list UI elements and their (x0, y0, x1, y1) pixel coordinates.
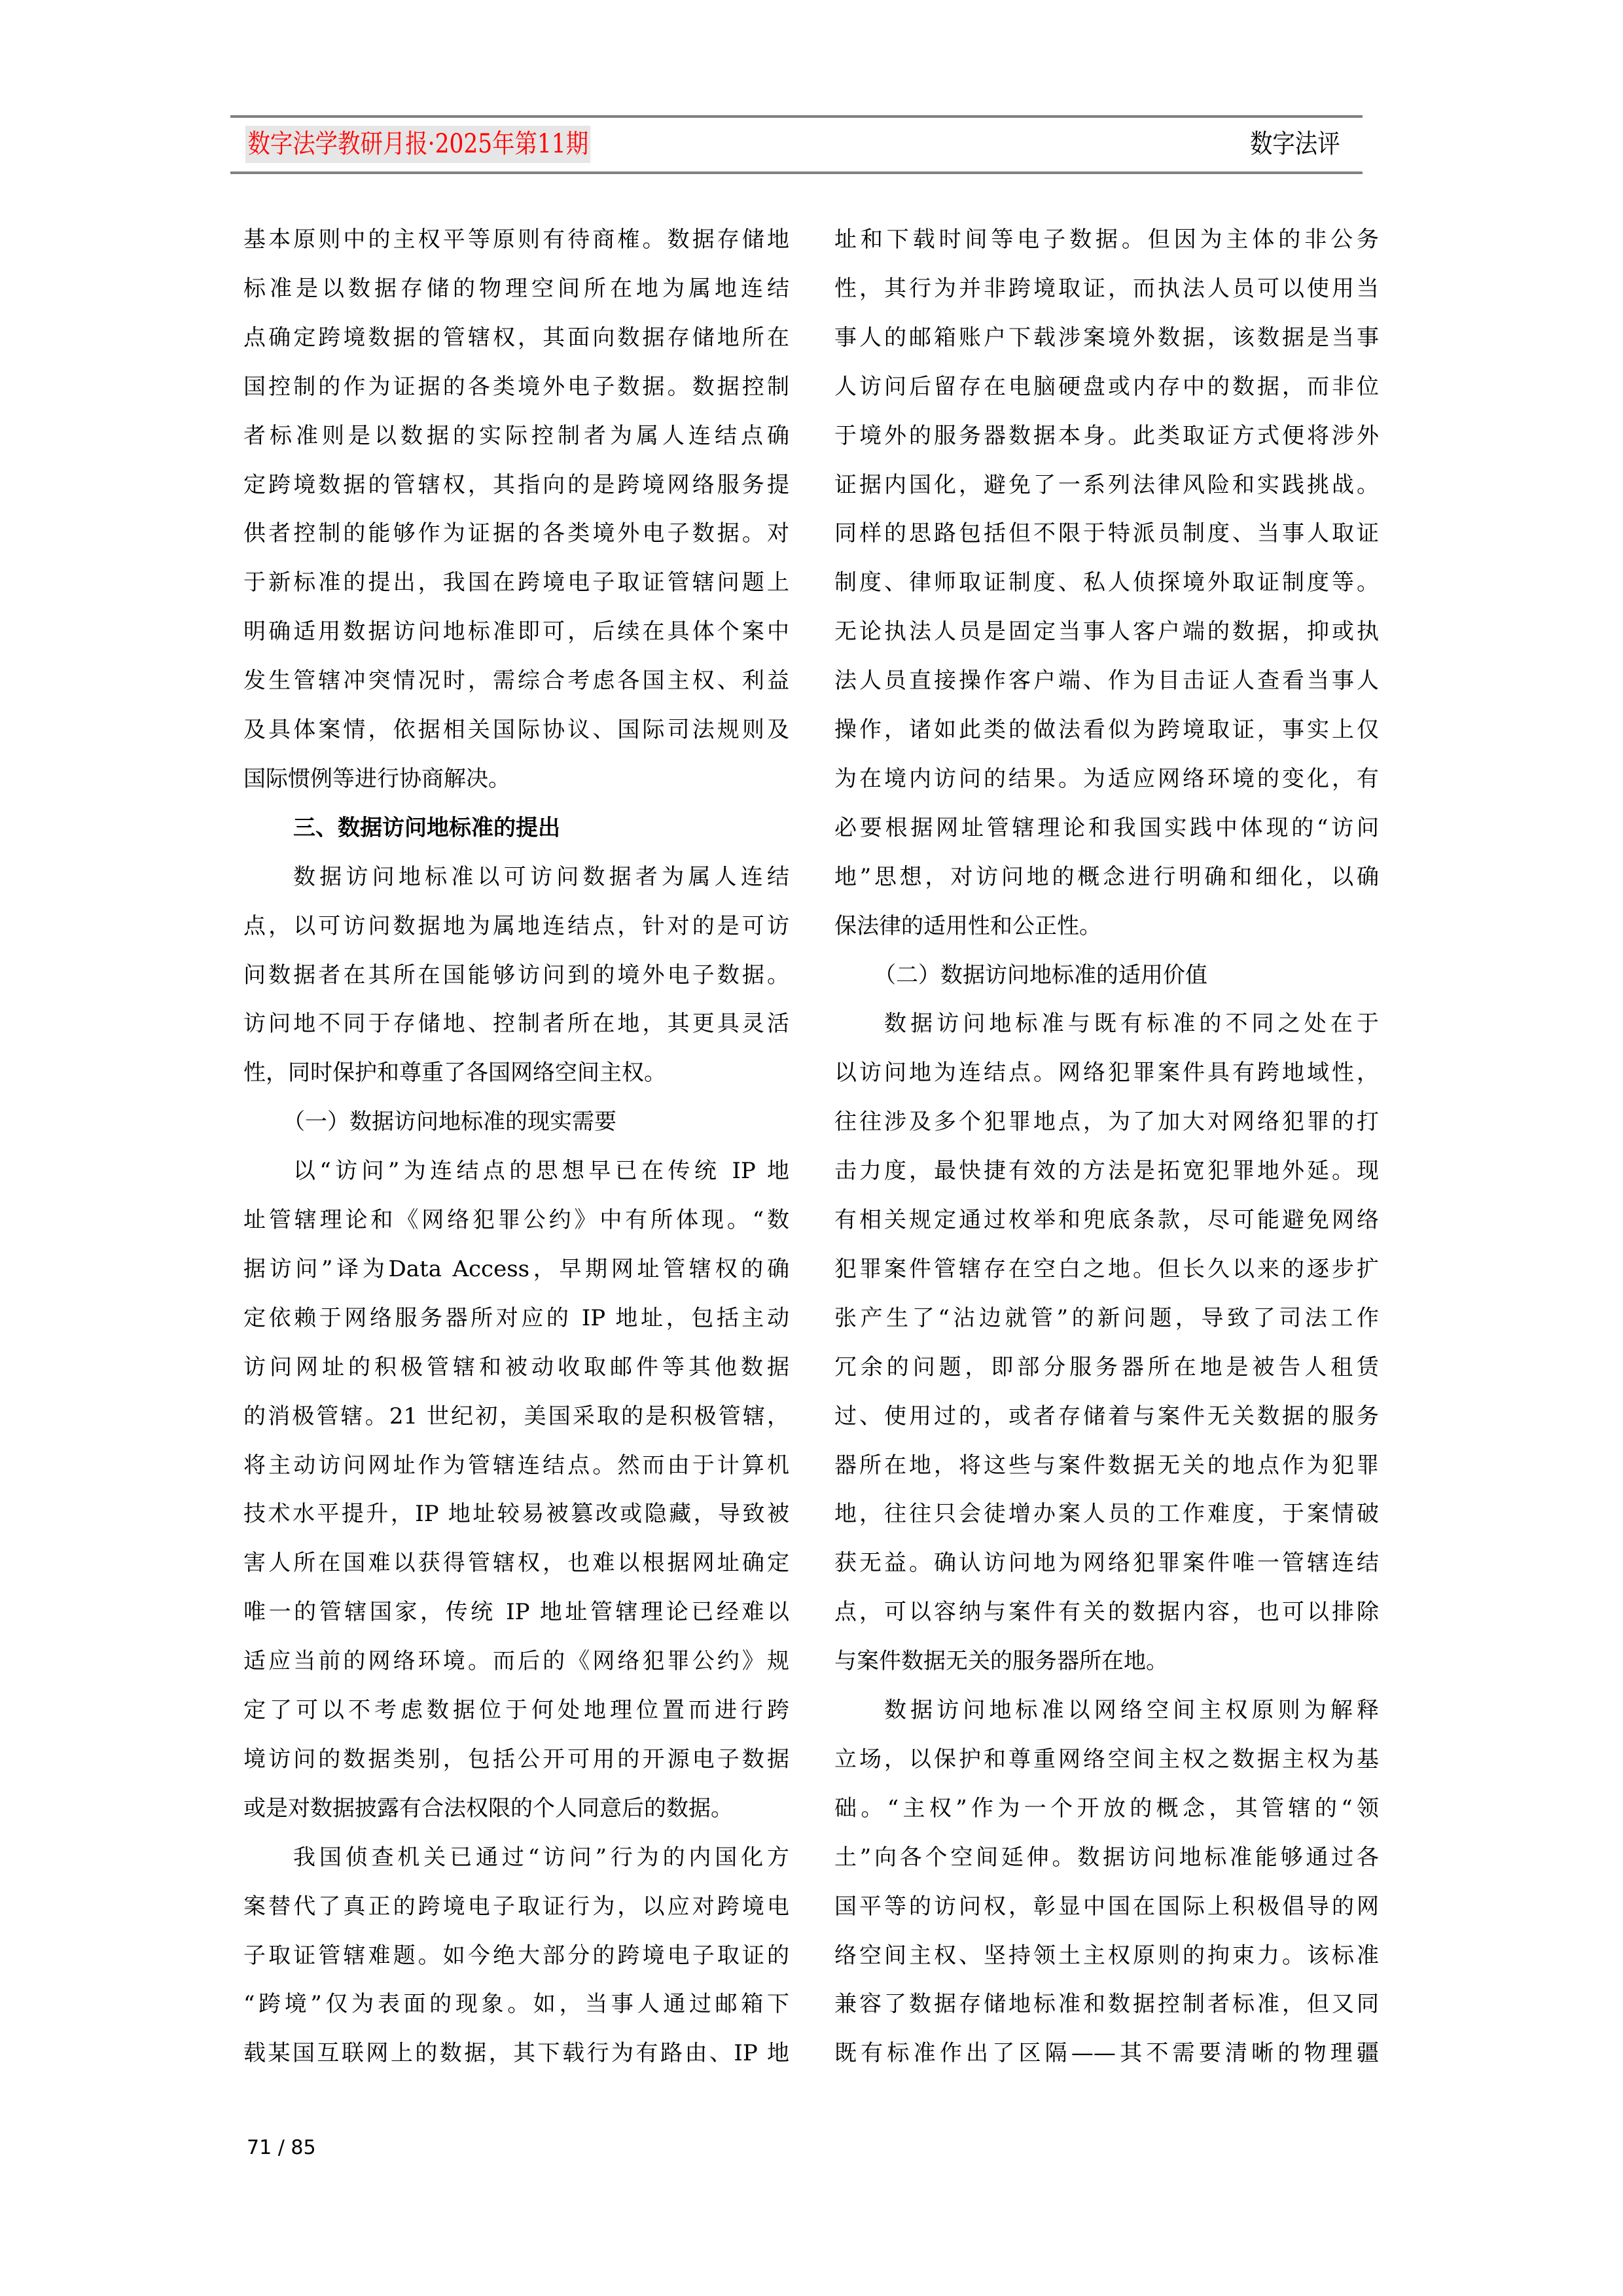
body-text-line: 国际惯例等进行协商解决。 (243, 765, 510, 792)
body-text-line: 张产生了“沾边就管”的新问题，导致了司法工作 (834, 1304, 1379, 1331)
body-text-line: 国平等的访问权，彰显中国在国际上积极倡导的网 (834, 1893, 1379, 1920)
body-text-line: 以“访问”为连结点的思想早已在传统 IP 地 (293, 1158, 789, 1185)
body-text-line: 数据访问地标准以网络空间主权原则为解释 (884, 1697, 1379, 1723)
journal-title: 数字法学教研月报·2025年第11期 (245, 126, 591, 163)
subsection-heading: （一）数据访问地标准的现实需要 (283, 1109, 616, 1136)
body-text-line: 我国侦查机关已通过“访问”行为的内国化方 (293, 1844, 789, 1871)
body-text-line: 土”向各个空间延伸。数据访问地标准能够通过各 (834, 1844, 1379, 1871)
body-text-line: 获无益。确认访问地为网络犯罪案件唯一管辖连结 (834, 1550, 1379, 1577)
body-text-line: 供者控制的能够作为证据的各类境外电子数据。对 (243, 520, 789, 547)
body-text-line: 必要根据网址管辖理论和我国实践中体现的“访问 (834, 814, 1379, 841)
body-text-line: 法人员直接操作客户端、作为目击证人查看当事人 (834, 668, 1379, 694)
body-text-line: 址和下载时间等电子数据。但因为主体的非公务 (834, 226, 1379, 253)
body-text-line: 过、使用过的，或者存储着与案件无关数据的服务 (834, 1403, 1379, 1429)
body-text-line: 器所在地，将这些与案件数据无关的地点作为犯罪 (834, 1452, 1379, 1479)
body-text-line: 发生管辖冲突情况时，需综合考虑各国主权、利益 (243, 668, 789, 694)
body-text-line: 络空间主权、坚持领土主权原则的拘束力。该标准 (834, 1942, 1379, 1969)
body-text-line: 性，同时保护和尊重了各国网络空间主权。 (243, 1060, 666, 1086)
header-bottom-rule (230, 171, 1363, 174)
body-text-line: 无论执法人员是固定当事人客户端的数据，抑或执 (834, 619, 1379, 645)
body-text-line: 标准是以数据存储的物理空间所在地为属地连结 (243, 275, 789, 302)
body-text-line: 保法律的适用性和公正性。 (834, 912, 1101, 939)
body-text-line: 犯罪案件管辖存在空白之地。但长久以来的逐步扩 (834, 1255, 1379, 1282)
body-text-line: 访问网址的积极管辖和被动收取邮件等其他数据 (243, 1354, 789, 1380)
body-text-line: 地”思想，对访问地的概念进行明确和细化，以确 (834, 863, 1379, 890)
body-text-line: 及具体案情，依据相关国际协议、国际司法规则及 (243, 717, 789, 743)
body-text-line: 证据内国化，避免了一系列法律风险和实践挑战。 (834, 471, 1379, 498)
body-text-line: 数据访问地标准与既有标准的不同之处在于 (884, 1011, 1379, 1037)
body-text-line: 明确适用数据访问地标准即可，后续在具体个案中 (243, 619, 789, 645)
body-text-line: 子取证管辖难题。如今绝大部分的跨境电子取证的 (243, 1942, 789, 1969)
body-text-line: 人访问后留存在电脑硬盘或内存中的数据，而非位 (834, 373, 1379, 400)
body-text-line: 既有标准作出了区隔——其不需要清晰的物理疆 (834, 2040, 1379, 2067)
body-text-line: 案替代了真正的跨境电子取证行为，以应对跨境电 (243, 1893, 789, 1920)
header-top-rule (230, 115, 1363, 118)
body-text-line: 地，往往只会徒增办案人员的工作难度，于案情破 (834, 1501, 1379, 1528)
body-text-line: 境访问的数据类别，包括公开可用的开源电子数据 (243, 1746, 789, 1772)
body-text-line: 点确定跨境数据的管辖权，其面向数据存储地所在 (243, 324, 789, 351)
body-text-line: 制度、律师取证制度、私人侦探境外取证制度等。 (834, 569, 1379, 596)
body-text-line: 同样的思路包括但不限于特派员制度、当事人取证 (834, 520, 1379, 547)
subsection-heading: （二）数据访问地标准的适用价值 (874, 961, 1207, 988)
section-heading: 三、数据访问地标准的提出 (293, 814, 560, 841)
body-text-line: 唯一的管辖国家，传统 IP 地址管辖理论已经难以 (243, 1599, 789, 1626)
body-text-line: 与案件数据无关的服务器所在地。 (834, 1648, 1168, 1675)
body-text-line: 性，其行为并非跨境取证，而执法人员可以使用当 (834, 275, 1379, 302)
body-text-line: 国控制的作为证据的各类境外电子数据。数据控制 (243, 373, 789, 400)
body-text-line: 据访问”译为Data Access，早期网址管辖权的确 (243, 1255, 789, 1282)
body-text-line: 于新标准的提出，我国在跨境电子取证管辖问题上 (243, 569, 789, 596)
body-text-line: “跨境”仅为表面的现象。如，当事人通过邮箱下 (243, 1991, 789, 2018)
body-text-line: 定依赖于网络服务器所对应的 IP 地址，包括主动 (243, 1304, 789, 1331)
body-text-line: 定跨境数据的管辖权，其指向的是跨境网络服务提 (243, 471, 789, 498)
page-number: 71 / 85 (247, 2136, 316, 2159)
body-text-line: 技术水平提升，IP 地址较易被篡改或隐藏，导致被 (243, 1501, 789, 1528)
body-text-line: 于境外的服务器数据本身。此类取证方式便将涉外 (834, 422, 1379, 449)
body-text-line: 适应当前的网络环境。而后的《网络犯罪公约》规 (243, 1648, 789, 1675)
body-text-line: 兼容了数据存储地标准和数据控制者标准，但又同 (834, 1991, 1379, 2018)
section-name: 数字法评 (1250, 129, 1340, 159)
body-text-line: 载某国互联网上的数据，其下载行为有路由、IP 地 (243, 2040, 789, 2067)
body-text-line: 定了可以不考虑数据位于何处地理位置而进行跨 (243, 1697, 789, 1723)
body-text-line: 者标准则是以数据的实际控制者为属人连结点确 (243, 422, 789, 449)
body-text-line: 将主动访问网址作为管辖连结点。然而由于计算机 (243, 1452, 789, 1479)
body-text-line: 数据访问地标准以可访问数据者为属人连结 (293, 863, 789, 890)
body-text-line: 址管辖理论和《网络犯罪公约》中有所体现。“数 (243, 1207, 789, 1233)
body-text-line: 问数据者在其所在国能够访问到的境外电子数据。 (243, 961, 789, 988)
body-text-line: 往往涉及多个犯罪地点，为了加大对网络犯罪的打 (834, 1109, 1379, 1136)
body-text-line: 击力度，最快捷有效的方法是拓宽犯罪地外延。现 (834, 1158, 1379, 1185)
body-text-line: 以访问地为连结点。网络犯罪案件具有跨地域性， (834, 1060, 1379, 1086)
body-text-line: 的消极管辖。21 世纪初，美国采取的是积极管辖， (243, 1403, 789, 1429)
body-text-line: 操作，诸如此类的做法看似为跨境取证，事实上仅 (834, 717, 1379, 743)
body-text-line: 点，可以容纳与案件有关的数据内容，也可以排除 (834, 1599, 1379, 1626)
body-text-line: 访问地不同于存储地、控制者所在地，其更具灵活 (243, 1011, 789, 1037)
body-text-line: 或是对数据披露有合法权限的个人同意后的数据。 (243, 1795, 733, 1821)
body-text-line: 有相关规定通过枚举和兜底条款，尽可能避免网络 (834, 1207, 1379, 1233)
body-text-line: 立场，以保护和尊重网络空间主权之数据主权为基 (834, 1746, 1379, 1772)
body-text-line: 害人所在国难以获得管辖权，也难以根据网址确定 (243, 1550, 789, 1577)
body-text-line: 点，以可访问数据地为属地连结点，针对的是可访 (243, 912, 789, 939)
body-text-line: 基本原则中的主权平等原则有待商榷。数据存储地 (243, 226, 789, 253)
body-text-line: 事人的邮箱账户下载涉案境外数据，该数据是当事 (834, 324, 1379, 351)
body-text-line: 础。“主权”作为一个开放的概念，其管辖的“领 (834, 1795, 1379, 1821)
body-text-line: 为在境内访问的结果。为适应网络环境的变化，有 (834, 765, 1379, 792)
body-text-line: 冗余的问题，即部分服务器所在地是被告人租赁 (834, 1354, 1379, 1380)
